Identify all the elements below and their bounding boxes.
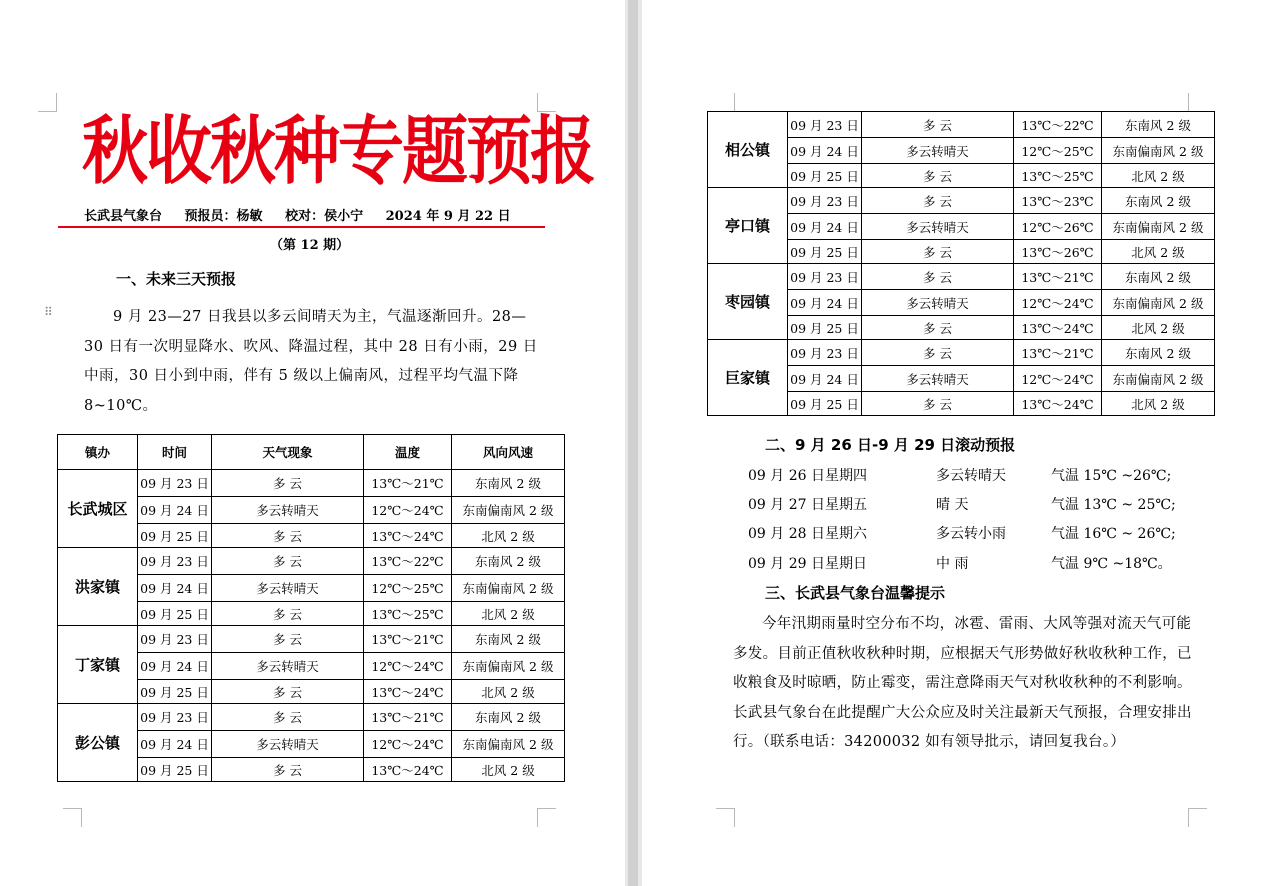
date-cell: 09 月 24 日: [138, 653, 212, 680]
table-row[interactable]: [708, 112, 1215, 138]
date-cell: 09 月 24 日: [788, 214, 862, 240]
crop-mark-icon: [716, 808, 735, 827]
forecast-table-left: [57, 434, 565, 782]
crop-mark-icon: [1188, 93, 1207, 112]
crop-mark-icon: [38, 93, 57, 112]
town-name-cell: 相公镇: [708, 112, 788, 188]
weather-cell: 多 云: [862, 188, 1014, 214]
wind-cell: 东南风 2 级: [1102, 264, 1215, 290]
wind-cell: 东南偏南风 2 级: [452, 497, 565, 524]
weather-cell: 多 云: [212, 470, 364, 497]
issue-number[interactable]: （第 12 期）: [270, 238, 350, 253]
rolling-temp: 气温 15℃ ~26℃;: [1051, 468, 1172, 484]
temperature-cell: 13℃～21℃: [1014, 340, 1102, 366]
town-name-cell: 洪家镇: [58, 548, 138, 626]
rolling-weather: 晴 天: [936, 497, 969, 513]
table-row[interactable]: [708, 188, 1215, 214]
temperature-cell: 13℃～25℃: [364, 602, 452, 626]
header-wind: 风向风速: [452, 435, 565, 470]
temperature-cell: 12℃～24℃: [364, 731, 452, 758]
weather-cell: 多 云: [212, 602, 364, 626]
temperature-cell: 12℃～25℃: [364, 575, 452, 602]
date-cell: 09 月 23 日: [788, 340, 862, 366]
wind-cell: 东南偏南风 2 级: [1102, 138, 1215, 164]
table-row[interactable]: [58, 548, 565, 575]
wind-cell: 东南偏南风 2 级: [1102, 290, 1215, 316]
town-name-cell: 巨家镇: [708, 340, 788, 416]
wind-cell: 东南风 2 级: [452, 470, 565, 497]
rolling-day: 09 月 26 日星期四: [748, 468, 867, 484]
wind-cell: 东南偏南风 2 级: [1102, 366, 1215, 392]
weather-cell: 多 云: [862, 340, 1014, 366]
rolling-weather: 中 雨: [936, 556, 969, 572]
weather-cell: 多云转晴天: [862, 138, 1014, 164]
town-name-cell: 枣园镇: [708, 264, 788, 340]
date-cell: 09 月 24 日: [138, 575, 212, 602]
date-cell: 09 月 24 日: [788, 290, 862, 316]
temperature-cell: 13℃～24℃: [1014, 392, 1102, 416]
date-cell: 09 月 25 日: [138, 602, 212, 626]
date-cell: 09 月 25 日: [138, 680, 212, 704]
date-cell: 09 月 24 日: [788, 138, 862, 164]
temperature-cell: 13℃～21℃: [364, 704, 452, 731]
temperature-cell: 13℃～25℃: [1014, 164, 1102, 188]
rolling-day: 09 月 28 日星期六: [748, 526, 867, 542]
temperature-cell: 12℃～24℃: [364, 653, 452, 680]
wind-cell: 北风 2 级: [452, 602, 565, 626]
section1-heading[interactable]: 一、未来三天预报: [116, 270, 237, 288]
town-name-cell: 亭口镇: [708, 188, 788, 264]
weather-cell: 多 云: [212, 680, 364, 704]
weather-cell: 多云转晴天: [212, 575, 364, 602]
rolling-temp: 气温 16℃ ~ 26℃;: [1051, 526, 1176, 542]
wind-cell: 北风 2 级: [1102, 316, 1215, 340]
date-cell: 09 月 23 日: [788, 112, 862, 138]
wind-cell: 北风 2 级: [452, 758, 565, 782]
rolling-day: 09 月 29 日星期日: [748, 556, 867, 572]
crop-mark-icon: [537, 808, 556, 827]
weather-cell: 多 云: [212, 704, 364, 731]
header-date: 时间: [138, 435, 212, 470]
wind-cell: 北风 2 级: [452, 524, 565, 548]
temperature-cell: 13℃～22℃: [364, 548, 452, 575]
date-cell: 09 月 24 日: [788, 366, 862, 392]
weather-cell: 多 云: [862, 164, 1014, 188]
weather-cell: 多 云: [862, 240, 1014, 264]
wind-cell: 北风 2 级: [1102, 164, 1215, 188]
wind-cell: 东南风 2 级: [452, 704, 565, 731]
table-row[interactable]: [58, 470, 565, 497]
date-cell: 09 月 23 日: [788, 188, 862, 214]
header-temp: 温度: [364, 435, 452, 470]
forecast-table-right: [707, 111, 1215, 416]
issue-date: 2024 年 9 月 22 日: [385, 209, 511, 224]
wind-cell: 东南偏南风 2 级: [1102, 214, 1215, 240]
table-row[interactable]: [58, 626, 565, 653]
wind-cell: 东南风 2 级: [452, 626, 565, 653]
date-cell: 09 月 24 日: [138, 731, 212, 758]
weather-cell: 多云转晴天: [212, 731, 364, 758]
rolling-temp: 气温 9℃ ~18℃。: [1051, 556, 1172, 572]
wind-cell: 东南偏南风 2 级: [452, 731, 565, 758]
weather-cell: 多云转晴天: [212, 497, 364, 524]
section3-heading[interactable]: 三、长武县气象台温馨提示: [765, 584, 946, 602]
temperature-cell: 13℃～23℃: [1014, 188, 1102, 214]
date-cell: 09 月 24 日: [138, 497, 212, 524]
date-cell: 09 月 25 日: [788, 392, 862, 416]
date-cell: 09 月 23 日: [138, 704, 212, 731]
date-cell: 09 月 25 日: [138, 758, 212, 782]
forecaster-name: 预报员：杨敏: [184, 209, 263, 224]
town-name-cell: 彭公镇: [58, 704, 138, 782]
weather-cell: 多 云: [212, 548, 364, 575]
weather-cell: 多 云: [862, 112, 1014, 138]
section3-paragraph[interactable]: 今年汛期雨量时空分布不均，冰雹、雷雨、大风等强对流天气可能多发。目前正值秋收秋种时期，应根据天气形势做好秋收秋种工作，已收粮食及时晾晒，防止霉变，需注意降雨天气对秋收秋种的不利影响。长武县气象台在此提醒广大公众应及时关注最新天气预报，合理安排出行。（联系电话：34200032 如有领导批示，请回复我台。）: [733, 616, 1192, 750]
weather-cell: 多 云: [862, 392, 1014, 416]
page-gutter: [625, 0, 642, 886]
crop-mark-icon: [716, 93, 735, 112]
document-title[interactable]: 秋收秋种专题预报: [82, 108, 594, 195]
wind-cell: 北风 2 级: [1102, 392, 1215, 416]
temperature-cell: 13℃～24℃: [1014, 316, 1102, 340]
temperature-cell: 13℃～21℃: [364, 626, 452, 653]
wind-cell: 东南风 2 级: [1102, 112, 1215, 138]
weather-cell: 多云转晴天: [212, 653, 364, 680]
date-cell: 09 月 25 日: [138, 524, 212, 548]
crop-mark-icon: [63, 808, 82, 827]
rolling-day: 09 月 27 日星期五: [748, 497, 867, 513]
wind-cell: 北风 2 级: [1102, 240, 1215, 264]
date-cell: 09 月 23 日: [138, 626, 212, 653]
drag-handle-icon[interactable]: ⠿: [44, 305, 53, 319]
issuer-line[interactable]: [84, 205, 529, 224]
weather-cell: 多云转晴天: [862, 290, 1014, 316]
section2-heading[interactable]: 二、9 月 26 日-9 月 29 日滚动预报: [765, 436, 1016, 454]
date-cell: 09 月 25 日: [788, 240, 862, 264]
wind-cell: 东南偏南风 2 级: [452, 653, 565, 680]
wind-cell: 东南风 2 级: [1102, 188, 1215, 214]
temperature-cell: 12℃～26℃: [1014, 214, 1102, 240]
date-cell: 09 月 23 日: [138, 470, 212, 497]
issuer-name: 长武县气象台: [84, 209, 163, 224]
table-row[interactable]: [708, 264, 1215, 290]
checker-name: 校对：侯小宁: [285, 209, 364, 224]
weather-cell: 多云转晴天: [862, 366, 1014, 392]
temperature-cell: 13℃～22℃: [1014, 112, 1102, 138]
section1-paragraph[interactable]: 9 月 23—27 日我县以多云间晴天为主，气温逐渐回升。28—30 日有一次明显降水、吹风、降温过程，其中 28 日有小雨，29 日中雨，30 日小到中雨，伴有 5 级以上偏南风，过程平均气温下降 8~10℃。: [84, 309, 538, 414]
temperature-cell: 13℃～21℃: [364, 470, 452, 497]
wind-cell: 东南风 2 级: [452, 548, 565, 575]
red-header-rule: [58, 226, 545, 228]
header-weather: 天气现象: [212, 435, 364, 470]
date-cell: 09 月 25 日: [788, 316, 862, 340]
town-name-cell: 长武城区: [58, 470, 138, 548]
temperature-cell: 13℃～24℃: [364, 758, 452, 782]
temperature-cell: 13℃～24℃: [364, 524, 452, 548]
date-cell: 09 月 23 日: [138, 548, 212, 575]
temperature-cell: 12℃～24℃: [1014, 366, 1102, 392]
temperature-cell: 13℃～21℃: [1014, 264, 1102, 290]
weather-cell: 多 云: [212, 626, 364, 653]
rolling-weather: 多云转晴天: [936, 468, 1006, 484]
date-cell: 09 月 25 日: [788, 164, 862, 188]
header-town: 镇办: [58, 435, 138, 470]
temperature-cell: 12℃～25℃: [1014, 138, 1102, 164]
temperature-cell: 13℃～24℃: [364, 680, 452, 704]
wind-cell: 东南偏南风 2 级: [452, 575, 565, 602]
wind-cell: 北风 2 级: [452, 680, 565, 704]
weather-cell: 多云转晴天: [862, 214, 1014, 240]
town-name-cell: 丁家镇: [58, 626, 138, 704]
rolling-temp: 气温 13℃ ~ 25℃;: [1051, 497, 1176, 513]
wind-cell: 东南风 2 级: [1102, 340, 1215, 366]
weather-cell: 多 云: [212, 524, 364, 548]
weather-cell: 多 云: [862, 264, 1014, 290]
weather-cell: 多 云: [212, 758, 364, 782]
table-row[interactable]: [708, 340, 1215, 366]
table-header-row: [58, 435, 565, 470]
temperature-cell: 13℃～26℃: [1014, 240, 1102, 264]
table-row[interactable]: [58, 704, 565, 731]
rolling-weather: 多云转小雨: [936, 526, 1006, 542]
crop-mark-icon: [1188, 808, 1207, 827]
temperature-cell: 12℃～24℃: [1014, 290, 1102, 316]
temperature-cell: 12℃～24℃: [364, 497, 452, 524]
date-cell: 09 月 23 日: [788, 264, 862, 290]
weather-cell: 多 云: [862, 316, 1014, 340]
